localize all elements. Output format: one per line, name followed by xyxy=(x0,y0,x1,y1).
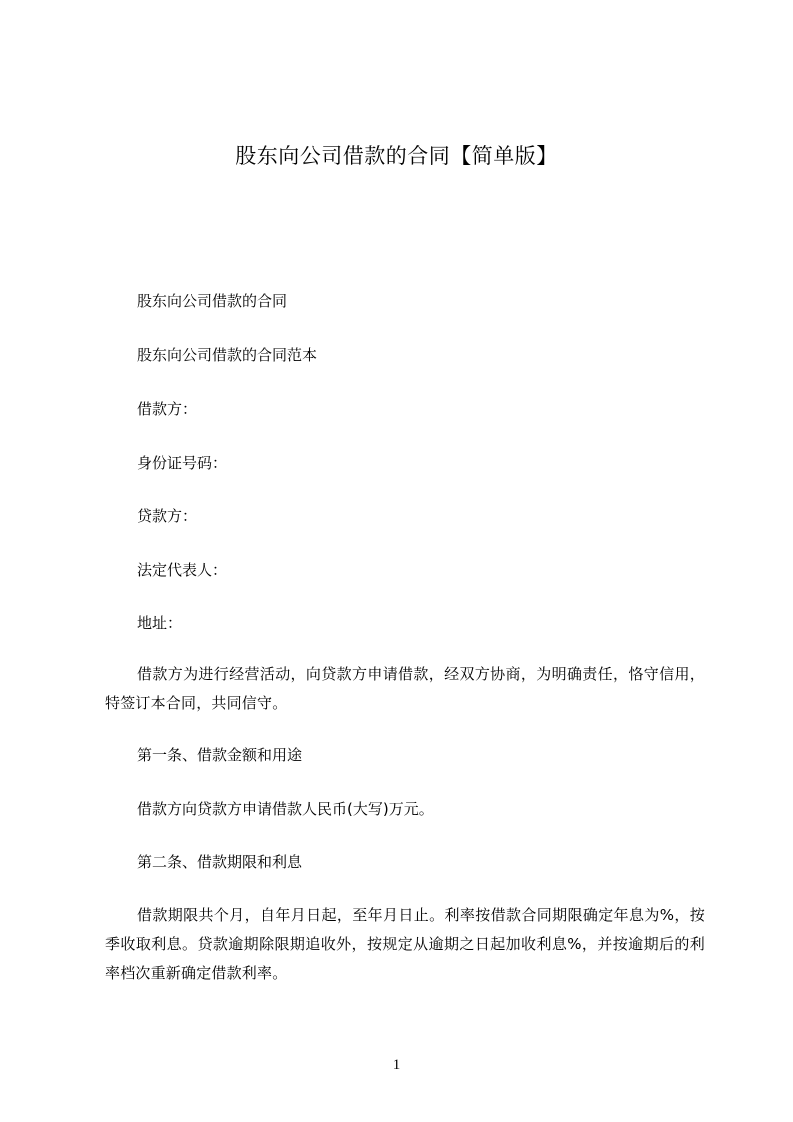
article-2-heading: 第二条、借款期限和利息 xyxy=(137,853,303,871)
article-1-heading: 第一条、借款金额和用途 xyxy=(137,746,303,764)
address-field: 地址： xyxy=(137,614,183,632)
article-1-text: 借款方向贷款方申请借款人民币(大写)万元。 xyxy=(137,800,434,818)
page-number: 1 xyxy=(392,1057,401,1073)
article-2-paragraph: 借款期限共个月，自年月日起，至年月日止。利率按借款合同期限确定年息为%，按季收取利息。贷款逾期除限期追收外，按规定从逾期之日起加收利息%，并按逾期后的利率档次重新确定借款利率。 xyxy=(105,906,705,982)
legal-representative-field: 法定代表人： xyxy=(137,561,228,579)
borrower-field: 借款方： xyxy=(137,400,198,418)
contract-name-line: 股东向公司借款的合同 xyxy=(137,292,288,310)
id-number-field: 身份证号码： xyxy=(137,454,228,472)
contract-template-line: 股东向公司借款的合同范本 xyxy=(137,346,318,364)
preamble-paragraph: 借款方为进行经营活动，向贷款方申请借款，经双方协商，为明确责任，恪守信用，特签订本合同，共同信守。 xyxy=(105,665,705,712)
document-title: 股东向公司借款的合同【简单版】 xyxy=(235,144,558,168)
lender-field: 贷款方： xyxy=(137,507,198,525)
